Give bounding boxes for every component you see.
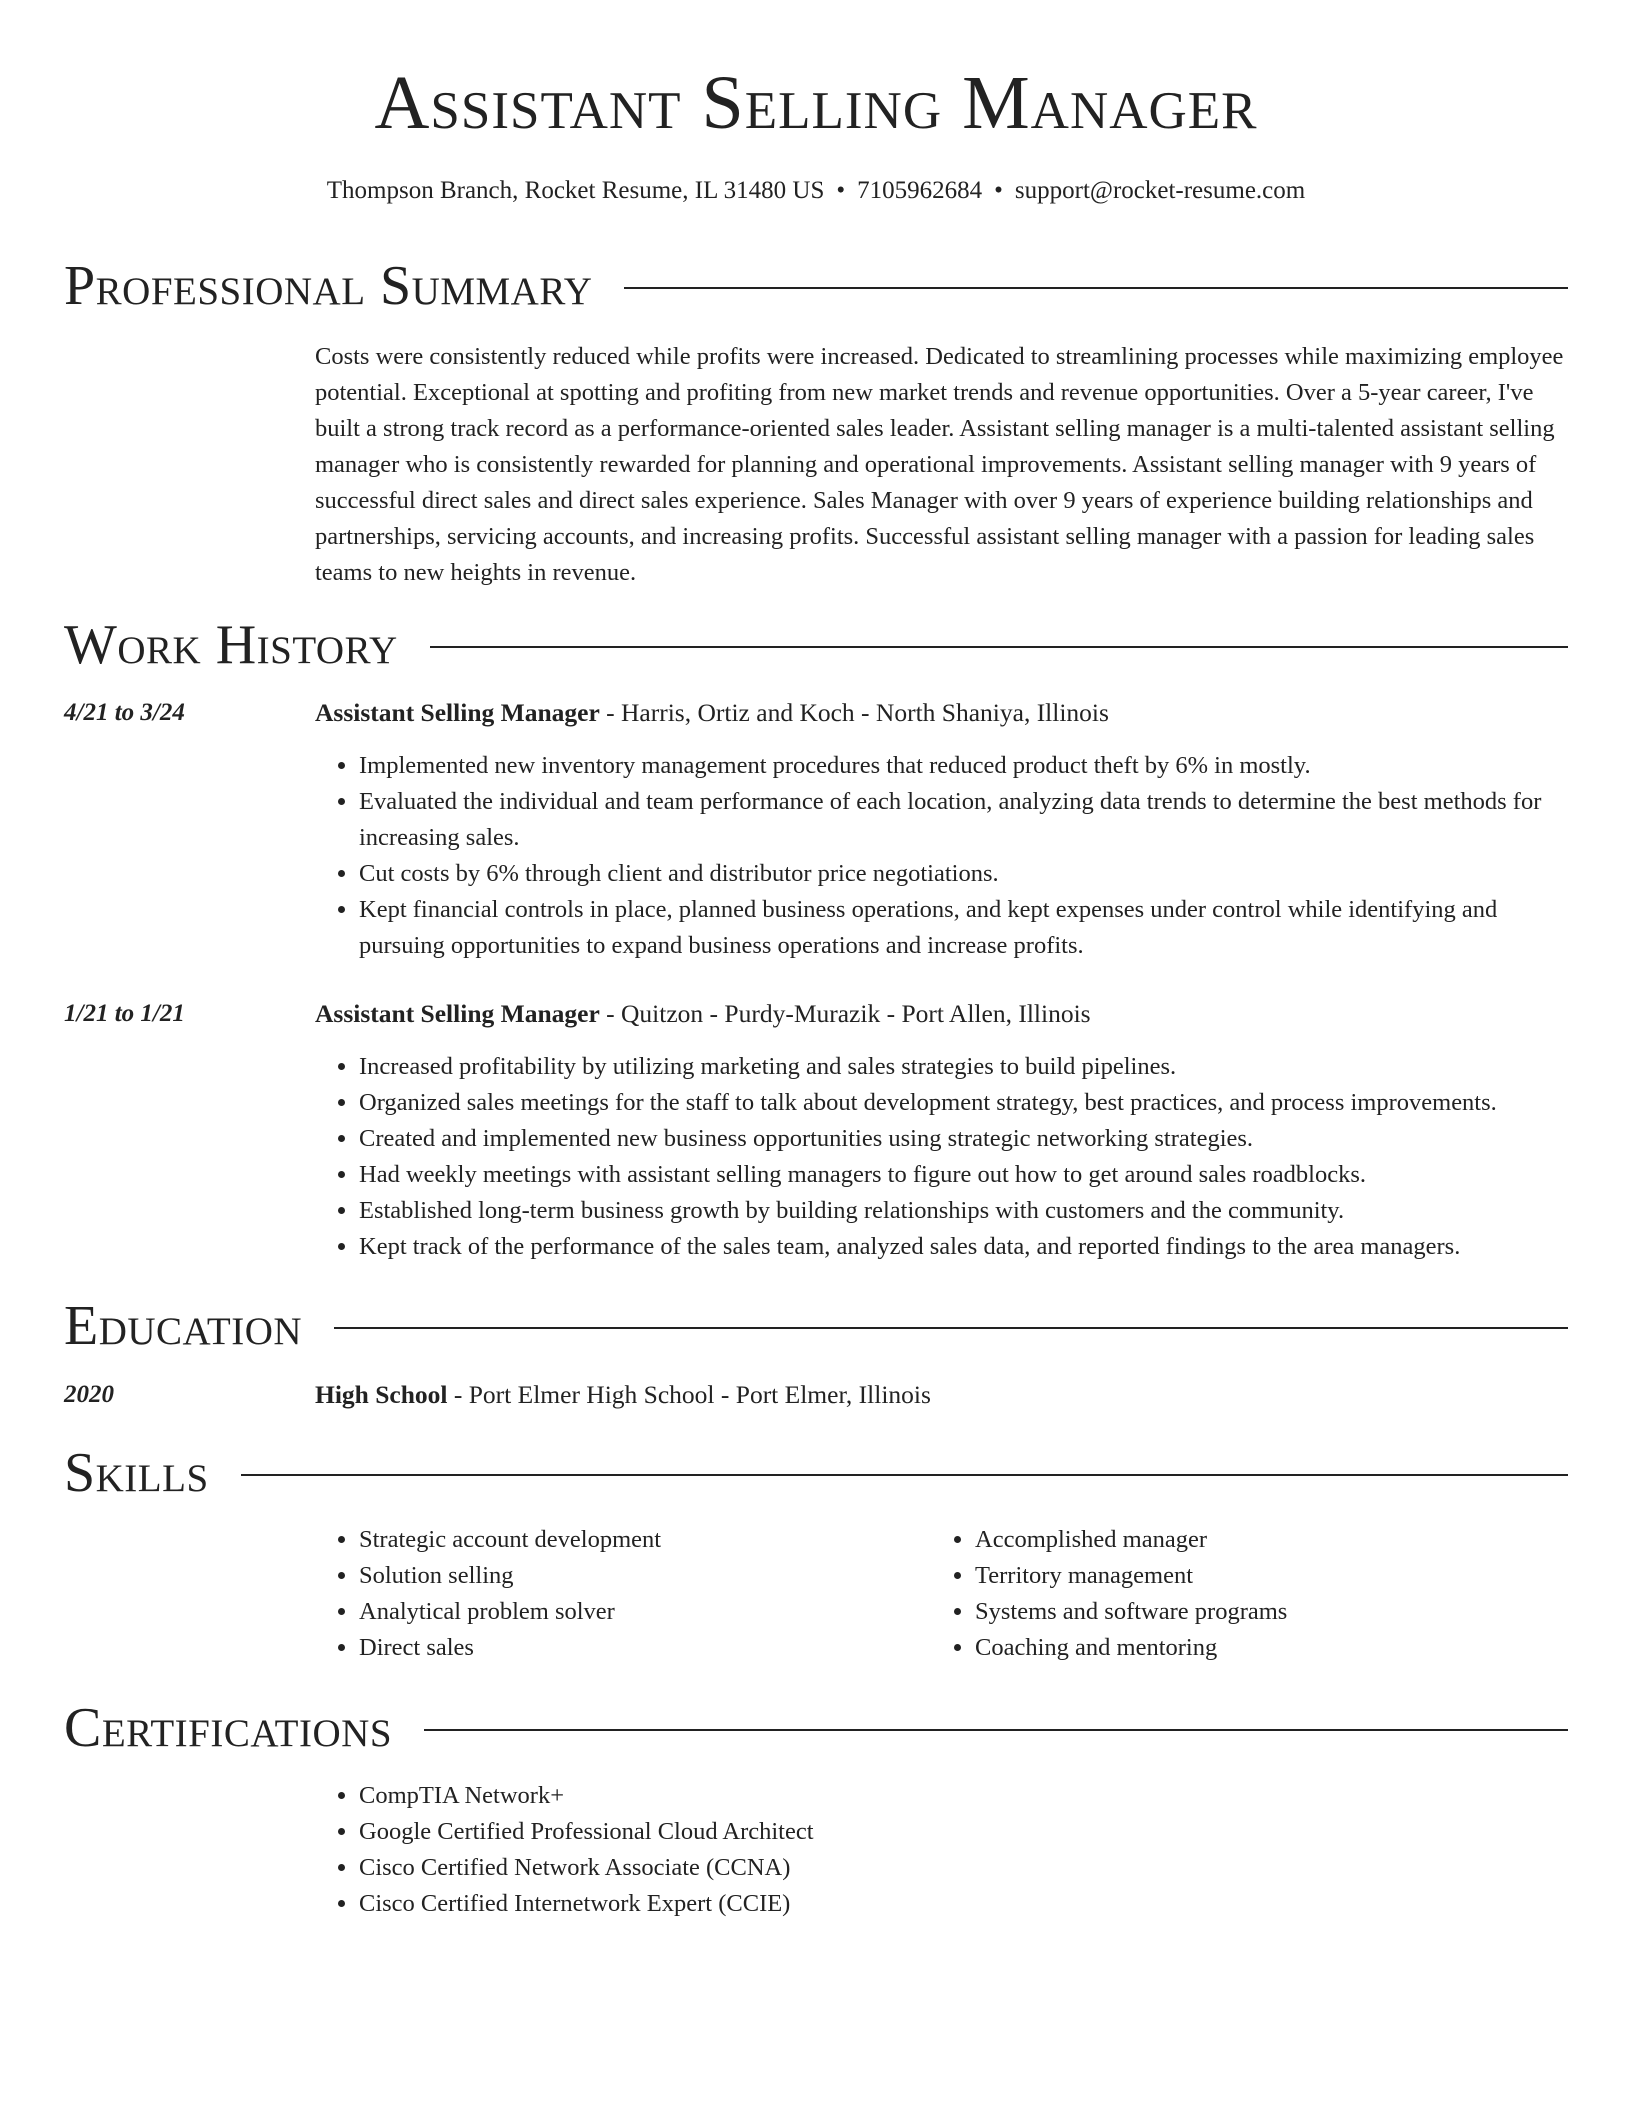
job-bullet: • Cut costs by 6% through client and distributor price negotiations. xyxy=(359,856,1568,892)
summary-section-header xyxy=(64,251,1568,321)
education-degree: High School xyxy=(315,1380,448,1409)
summary-text: Costs were consistently reduced while profits were increased. Dedicated to streamlining processes while maximizing employee potential. Exceptional at spotting and profiting from new market trends and revenue opportunities. Over a 5-year career, I've built a strong track record as a performance-oriented sales leader. Assistant selling manager is a multi-talented assistant selling manager who is consistently rewarded for planning and operational improvements. Assistant selling manager with 9 years of successful direct sales and direct sales experience. Sales Manager with over 9 years of experience building relationships and partnerships, servicing accounts, and increasing profits. Successful assistant selling manager with a passion for leading sales teams to new heights in revenue. xyxy=(315,343,1564,586)
skills-section-header xyxy=(64,1438,1568,1508)
job-bullet: • Created and implemented new business opportunities using strategic networking strategies. xyxy=(359,1121,1568,1157)
skill-item: • Territory management xyxy=(975,1558,1575,1594)
certification-item: • CompTIA Network+ xyxy=(359,1778,1259,1814)
job-bullet: • Increased profitability by utilizing marketing and sales strategies to build pipelines. xyxy=(359,1049,1568,1085)
work-heading: Work History xyxy=(64,614,398,676)
education-entry xyxy=(315,1378,1568,1412)
job-bullet: • Had weekly meetings with assistant selling managers to figure out how to get around sales roadblocks. xyxy=(359,1157,1568,1193)
section-divider xyxy=(424,1729,1568,1731)
job-bullet: • Established long-term business growth by building relationships with customers and the community. xyxy=(359,1193,1568,1229)
skill-item: • Strategic account development xyxy=(359,1522,919,1558)
contact-phone: 7105962684 xyxy=(857,177,983,204)
job-bullet: • Kept track of the performance of the sales team, analyzed sales data, and reported findings to the area managers. xyxy=(359,1229,1568,1265)
education-section-header xyxy=(64,1291,1568,1361)
summary-heading: Professional Summary xyxy=(64,255,593,317)
skill-item: • Solution selling xyxy=(359,1558,919,1594)
job-title: Assistant Selling Manager xyxy=(315,698,600,727)
section-divider xyxy=(430,646,1568,648)
education-heading: Education xyxy=(64,1295,303,1357)
skill-item: • Direct sales xyxy=(359,1630,919,1666)
contact-separator: • xyxy=(994,177,1003,204)
skill-item: • Coaching and mentoring xyxy=(975,1630,1575,1666)
certification-item: • Cisco Certified Network Associate (CCNA) xyxy=(359,1850,1259,1886)
certification-item: • Google Certified Professional Cloud Architect xyxy=(359,1814,1259,1850)
job-bullet-list xyxy=(315,748,1568,964)
contact-line xyxy=(0,174,1632,208)
contact-address: Thompson Branch, Rocket Resume, IL 31480 US xyxy=(326,177,825,204)
skill-item: • Analytical problem solver xyxy=(359,1594,919,1630)
job-heading xyxy=(315,997,1568,1031)
skill-item: • Accomplished manager xyxy=(975,1522,1575,1558)
contact-email: support@rocket-resume.com xyxy=(1014,177,1306,204)
contact-separator: • xyxy=(836,177,846,204)
job-bullet: • Organized sales meetings for the staff to talk about development strategy, best practices, and process improvements. xyxy=(359,1085,1568,1121)
job-bullet: • Evaluated the individual and team performance of each location, analyzing data trends to determine the best methods for increasing sales. xyxy=(359,784,1568,856)
section-divider xyxy=(241,1474,1568,1476)
work-section-header xyxy=(64,610,1568,680)
resume-name: Assistant Selling Manager xyxy=(374,61,1258,145)
education-details: - Port Elmer High School - Port Elmer, Illinois xyxy=(447,1380,931,1409)
job-title: Assistant Selling Manager xyxy=(315,999,600,1028)
skills-list-left xyxy=(315,1522,919,1666)
job-bullet: • Implemented new inventory management procedures that reduced product theft by 6% in mostly. xyxy=(359,748,1568,784)
job-bullet: • Kept financial controls in place, planned business operations, and kept expenses under control while identifying and pursuing opportunities to expand business operations and increase profits. xyxy=(359,892,1568,964)
job-bullet-list xyxy=(315,1049,1568,1265)
section-divider xyxy=(334,1327,1568,1329)
skill-item: • Systems and software programs xyxy=(975,1594,1575,1630)
job-heading xyxy=(315,696,1568,730)
certification-item: • Cisco Certified Internetwork Expert (CCIE) xyxy=(359,1886,1259,1922)
education-date: 2020 xyxy=(64,1381,114,1408)
job-dates: 4/21 to 3/24 xyxy=(64,699,185,726)
section-divider xyxy=(624,287,1568,289)
job-details: - Quitzon - Purdy-Murazik - Port Allen, Illinois xyxy=(599,999,1091,1028)
skills-heading: Skills xyxy=(64,1442,209,1504)
certifications-list xyxy=(315,1778,1259,1922)
certifications-section-header xyxy=(64,1693,1568,1763)
skills-list-right xyxy=(931,1522,1575,1666)
job-details: - Harris, Ortiz and Koch - North Shaniya, Illinois xyxy=(599,698,1109,727)
certifications-heading: Certifications xyxy=(64,1697,393,1759)
job-dates: 1/21 to 1/21 xyxy=(64,1000,185,1027)
